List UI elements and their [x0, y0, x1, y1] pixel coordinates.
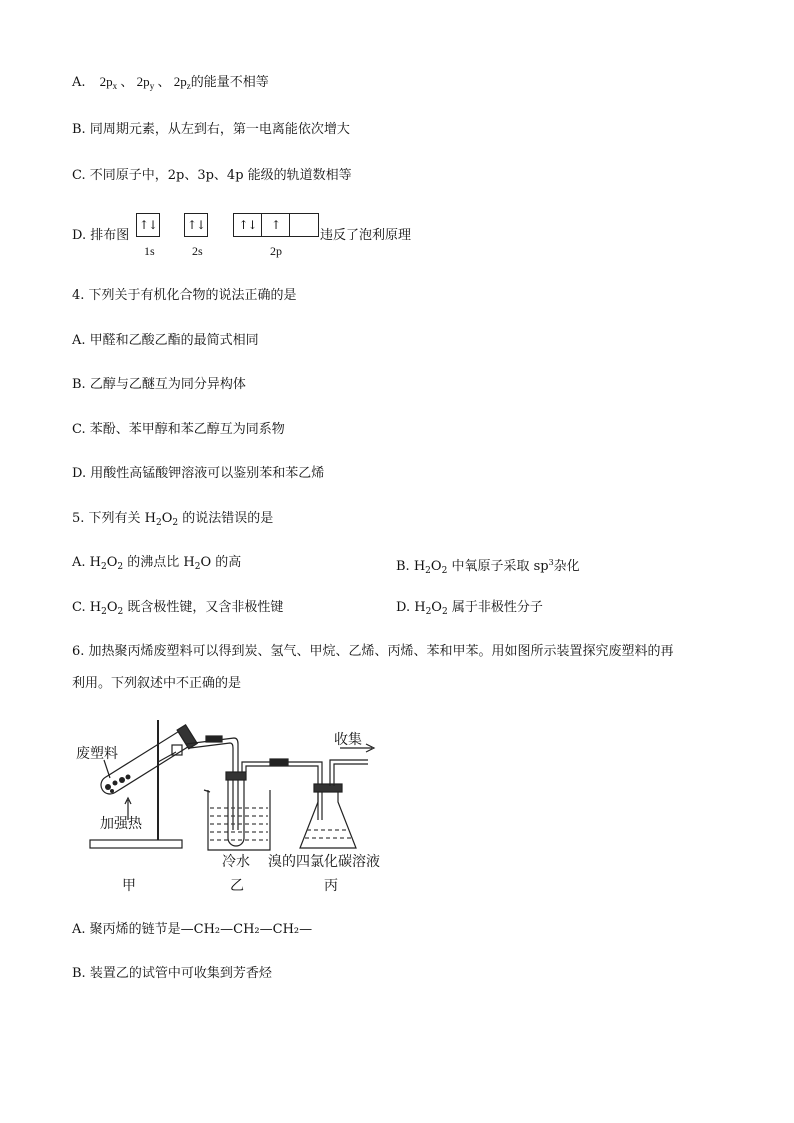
option-a-label: A. — [72, 75, 86, 90]
q4-option-a: A. 甲醛和乙酸乙酯的最简式相同 — [72, 333, 259, 348]
label-strong-heat: 加强热 — [100, 816, 142, 832]
label-1s: 1s — [144, 244, 155, 258]
q5-stem: 5. 下列有关 $H_2O_2$ 的说法错误的是 — [72, 511, 274, 528]
orbital-box-2s: ↑↓ — [184, 213, 208, 237]
label-collect: 收集 — [334, 732, 362, 748]
q3-option-d-suffix: 违反了泡利原理 — [320, 228, 412, 243]
stand-base — [90, 840, 182, 848]
q3-option-c: C. 不同原子中，2p、3p、4p 能级的轨道数相等 — [72, 168, 352, 183]
orbital-box-2p-2: ↑ — [261, 213, 290, 237]
q5-option-b: B. $H_2O_2$ 中氧原子采取 $sp^3$杂化 — [396, 558, 580, 576]
q4-option-b: B. 乙醇与乙醚互为同分异构体 — [72, 377, 246, 392]
label-2s: 2s — [192, 244, 203, 258]
test-tube — [97, 725, 198, 799]
label-2p: 2p — [270, 244, 282, 258]
bromine-solution — [305, 830, 351, 838]
q3-option-b: B. 同周期元素，从左到右，第一电离能依次增大 — [72, 122, 350, 137]
outlet-tube — [334, 764, 368, 786]
cold-water — [210, 808, 268, 840]
option-a-text: 的能量不相等 — [190, 75, 269, 90]
orbital-box-2p-3 — [289, 213, 319, 237]
label-jia: 甲 — [122, 878, 136, 894]
label-yi: 乙 — [230, 878, 244, 894]
q5-option-d: D. $H_2O_2$ 属于非极性分子 — [396, 600, 543, 617]
delivery-tube-1 — [186, 738, 238, 830]
q3-option-a — [72, 72, 269, 96]
beaker — [208, 790, 270, 850]
q5-option-a: A. $H_2O_2$ 的沸点比 $H_2O$ 的高 — [72, 555, 242, 572]
q4-option-c: C. 苯酚、苯甲醇和苯乙醇互为同系物 — [72, 422, 285, 437]
q6-option-a: A. 聚丙烯的链节是—CH₂—CH₂—CH₂— — [72, 922, 313, 937]
q4-stem: 4. 下列关于有机化合物的说法正确的是 — [72, 288, 297, 303]
q4-option-d: D. 用酸性高锰酸钾溶液可以鉴别苯和苯乙烯 — [72, 466, 325, 481]
orbital-notation: $2p_x$ 、 $2p_y$ 、 $2p_z$ — [99, 74, 191, 91]
q6-option-b: B. 装置乙的试管中可收集到芳香烃 — [72, 966, 272, 981]
label-bing: 丙 — [324, 878, 338, 894]
clamp — [158, 752, 176, 762]
q6-stem-line-2: 利用。下列叙述中不正确的是 — [72, 676, 242, 691]
label-bromine-ccl4: 溴的四氯化碳溶液 — [268, 854, 380, 870]
label-waste-plastic: 废塑料 — [76, 746, 118, 762]
collecting-tube — [228, 778, 244, 846]
orbital-box-1s: ↑↓ — [136, 213, 160, 237]
q5-option-c: C. $H_2O_2$ 既含极性键，又含非极性键 — [72, 600, 284, 617]
waste-plastic-pellets — [105, 775, 131, 794]
q3-option-d-prefix: D. 排布图 — [72, 228, 130, 243]
label-cold-water: 冷水 — [222, 854, 250, 870]
orbital-box-2p-1: ↑↓ — [233, 213, 262, 237]
q6-stem-line-1: 6. 加热聚丙烯废塑料可以得到炭、氢气、甲烷、乙烯、丙烯、苯和甲苯。用如图所示装置探究废塑料的再 — [72, 644, 674, 659]
delivery-tube-2 — [242, 762, 322, 820]
conical-flask — [300, 790, 356, 848]
